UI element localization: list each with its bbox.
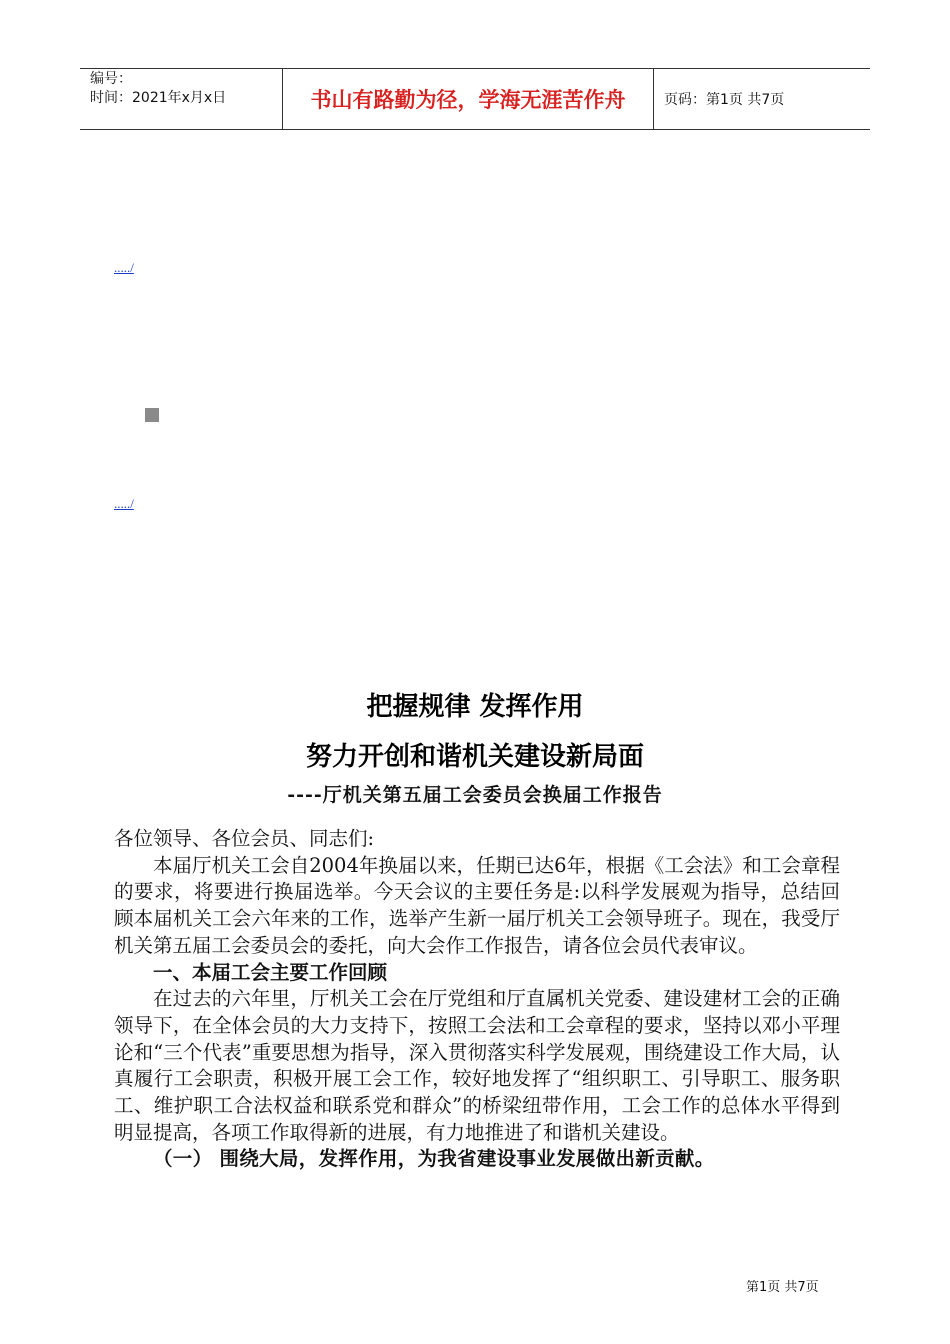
document-body (114, 826, 840, 1173)
image-placeholder-icon (145, 408, 159, 422)
document-subtitle: ----厅机关第五届工会委员会换届工作报告 (287, 784, 663, 806)
document-title-line2: 努力开创和谐机关建设新局面 (305, 742, 644, 772)
link-1[interactable]: ...../ (114, 260, 134, 275)
header-page-info: 页码：第1页 共7页 (664, 92, 785, 108)
link-2[interactable]: ...../ (114, 496, 134, 511)
paragraph-1: 本届厅机关工会自2004年换届以来，任期已达6年，根据《工会法》和工会章程的要求，将要进行换届选举。今天会议的主要任务是:以科学发展观为指导，总结回顾本届机关工会六年来的工作，选举产生新一届厅机关工会领导班子。现在，我受厅机关第五届工会委员会的委托，向大会作工作报告，请各位会员代表审议。 (114, 853, 840, 957)
subsection-1-heading: （一） 围绕大局，发挥作用，为我省建设事业发展做出新贡献。 (153, 1147, 715, 1171)
paragraph-2: 在过去的六年里，厅机关工会在厅党组和厅直属机关党委、建设建材工会的正确领导下，在全体会员的大力支持下，按照工会法和工会章程的要求，坚持以邓小平理论和“三个代表”重要思想为指导，深入贯彻落实科学发展观，围绕建设工作大局，认真履行工会职责，积极开展工会工作，较好地发挥了“组织职工、引导职工、服务职工、维护职工合法权益和联系党和群众”的桥梁纽带作用，工会工作的总体水平得到明显提高，各项工作取得新的进展，有力地推进了和谐机关建设。 (114, 987, 840, 1144)
header-number: 编号： (90, 71, 132, 87)
salutation: 各位领导、各位会员、同志们: (114, 827, 375, 850)
document-title-line1: 把握规律 发挥作用 (366, 692, 584, 722)
header-motto: 书山有路勤为径，学海无涯苦作舟 (282, 69, 654, 129)
section-1-heading: 一、本届工会主要工作回顾 (153, 960, 388, 984)
header-time: 时间：2021年x月x日 (90, 90, 227, 106)
page-footer: 第1页 共7页 (746, 1280, 819, 1295)
page-header (80, 68, 870, 130)
header-meta (80, 69, 282, 129)
